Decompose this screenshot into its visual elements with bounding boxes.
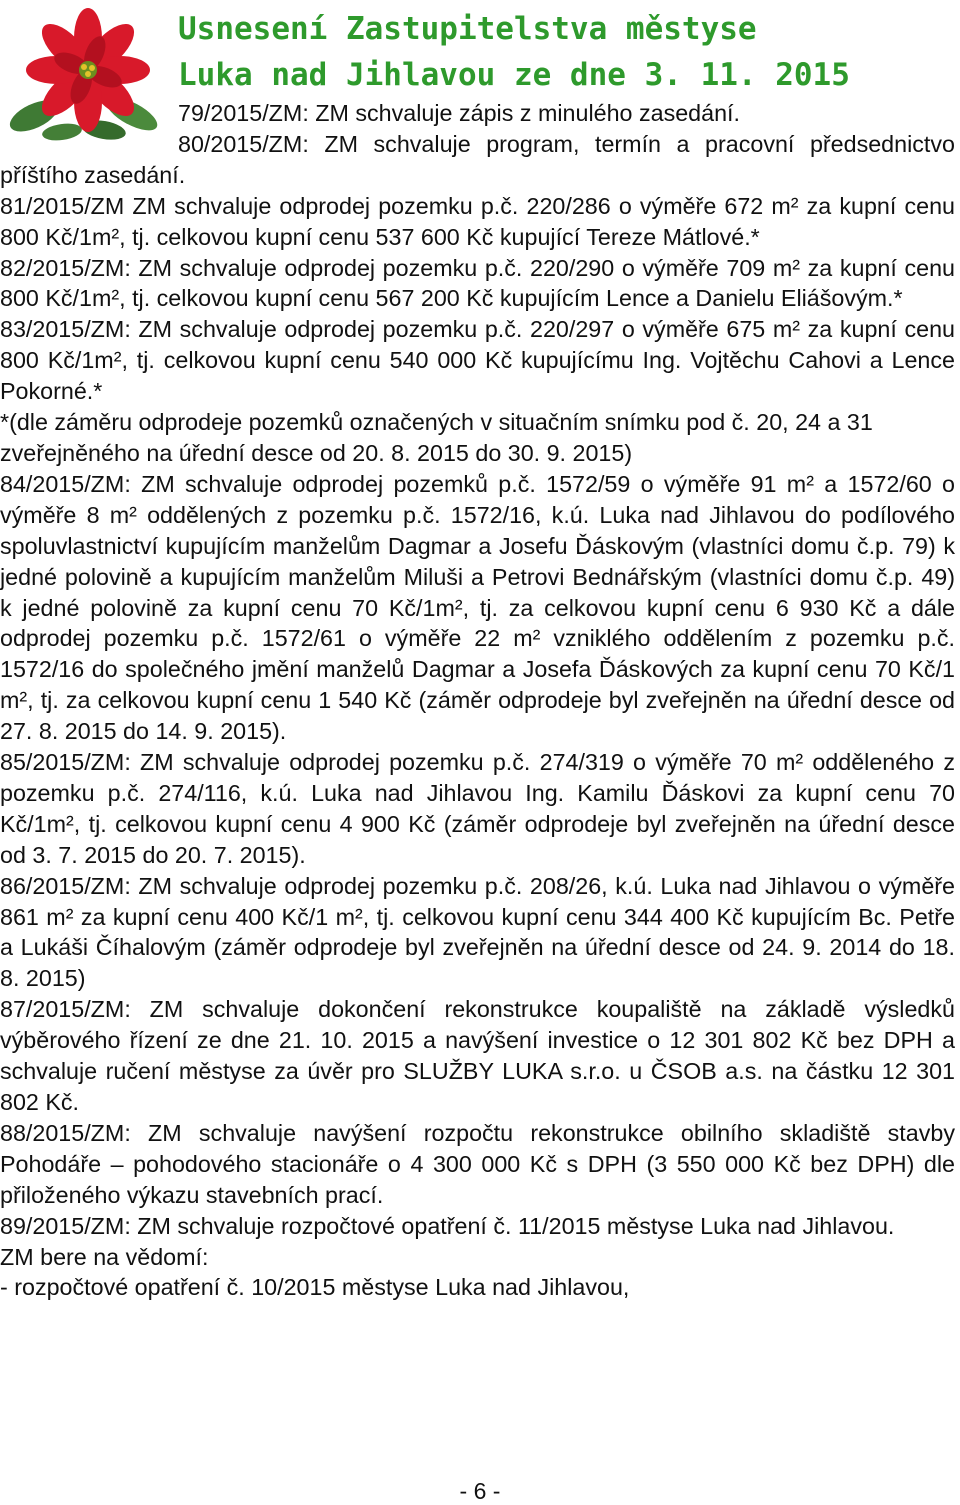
resolution-86: 86/2015/ZM: ZM schvaluje odprodej pozemku p.č. 208/26, k.ú. Luka nad Jihlavou o výměře 861 m² za kupní cenu 400 Kč/1 m², tj. celkovou kupní cenu 344 400 Kč kupujícím Bc. Petře a Lukáši Číhalovým (záměr odprodeje byl zveřejněn na úřední desce od 24. 9. 2014 do 18. 8. 2015) xyxy=(0,872,955,992)
resolution-82: 82/2015/ZM: ZM schvaluje odprodej pozemku p.č. 220/290 o výměře 709 m² za kupní cenu 800 Kč/1m², tj. celkovou kupní cenu 567 200 Kč kupujícím Lence a Danielu Eliášovým.* xyxy=(0,254,955,312)
title-line-1: Usnesení Zastupitelstva městyse xyxy=(178,11,757,47)
resolution-footnote: *(dle záměru odprodeje pozemků označených v situačním snímku pod č. 20, 24 a 31 zveřejněného na úřední desce od 20. 8. 2015 do 30. 9. 2015) xyxy=(0,409,873,466)
resolution-84: 84/2015/ZM: ZM schvaluje odprodej pozemků p.č. 1572/59 o výměře 91 m² a 1572/60 o výměře 8 m² oddělených z pozemku p.č. 1572/16, k.ú. Luka nad Jihlavou do podílového spoluvlastnictví kupujícím manželům Dagmar a Josefu Ďáskovým (vlastníci domu č.p. 79) k jedné polovině a kupujícím manželům Miluši a Petrovi Bednářským (vlastníci domu č.p. 49) k jedné polovině za kupní cenu 70 Kč/1m², tj. za celkovou kupní cenu 6 930 Kč a dále odprodej pozemku p.č. 1572/61 o výměře 22 m² vzniklého oddělením z pozemku p.č. 1572/16 do společného jmění manželů Dagmar a Josefa Ďáskových za kupní cenu 70 Kč/1 m², tj. za celkovou kupní cenu 1 540 Kč (záměr odprodeje byl zveřejněn na úřední desce od 27. 8. 2015 do 14. 9. 2015). xyxy=(0,470,955,745)
page-title xyxy=(178,6,948,98)
resolution-89: 89/2015/ZM: ZM schvaluje rozpočtové opatření č. 11/2015 městyse Luka nad Jihlavou. xyxy=(0,1212,895,1239)
resolution-83: 83/2015/ZM: ZM schvaluje odprodej pozemku p.č. 220/297 o výměře 675 m² za kupní cenu 800 Kč/1m², tj. celkovou kupní cenu 540 000 Kč kupujícímu Ing. Vojtěchu Cahovi a Lence Pokorné.* xyxy=(0,316,955,405)
page-number: - 6 - xyxy=(459,1478,501,1504)
resolution-80: 80/2015/ZM: ZM schvaluje program, termín a pracovní předsednictvo příštího zasedání. xyxy=(0,130,955,188)
title-line-2: Luka nad Jihlavou ze dne 3. 11. 2015 xyxy=(178,57,850,93)
flower-center xyxy=(79,61,97,79)
notes-item: - rozpočtové opatření č. 10/2015 městyse Luka nad Jihlavou, xyxy=(0,1274,630,1301)
notes-heading: ZM bere na vědomí: xyxy=(0,1243,209,1270)
resolution-81: 81/2015/ZM ZM schvaluje odprodej pozemku p.č. 220/286 o výměře 672 m² za kupní cenu 800 Kč/1m², tj. celkovou kupní cenu 537 600 Kč kupující Tereze Mátlové.* xyxy=(0,192,955,250)
resolution-87: 87/2015/ZM: ZM schvaluje dokončení rekonstrukce koupaliště na základě výsledků výběrového řízení ze dne 21. 10. 2015 a navýšení investice o 12 301 802 Kč bez DPH a schvaluje ručení městyse za úvěr pro SLUŽBY LUKA s.r.o. u ČSOB a.s. na částku 12 301 802 Kč. xyxy=(0,996,955,1115)
resolution-85: 85/2015/ZM: ZM schvaluje odprodej pozemku p.č. 274/319 o výměře 70 m² odděleného z pozemku p.č. 274/116, k.ú. Luka nad Jihlavou Ing. Kamilu Ďáskovi za kupní cenu 70 Kč/1m², tj. celkovou kupní cenu 4 900 Kč (záměr odprodeje byl zveřejněn na úřední desce od 3. 7. 2015 do 20. 7. 2015). xyxy=(0,749,955,868)
resolution-88: 88/2015/ZM: ZM schvaluje navýšení rozpočtu rekonstrukce obilního skladiště stavby Pohodáře – pohodového stacionáře o 4 300 000 Kč s DPH (3 550 000 Kč bez DPH) dle přiloženého výkazu stavebních prací. xyxy=(0,1119,955,1208)
resolutions-text xyxy=(0,98,955,1303)
resolution-79: 79/2015/ZM: ZM schvaluje zápis z minulého zasedání. xyxy=(178,100,740,126)
